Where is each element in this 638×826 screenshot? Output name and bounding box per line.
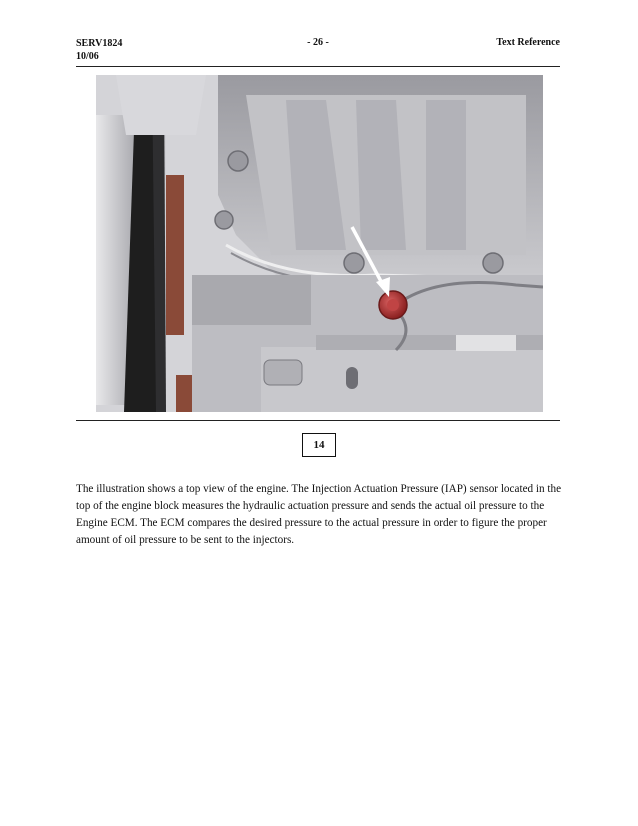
page-header xyxy=(76,37,560,67)
document-code: SERV1824 xyxy=(76,38,123,49)
section-label: Text Reference xyxy=(496,37,560,48)
figure-number: 14 xyxy=(302,433,336,457)
document-date: 10/06 xyxy=(76,51,99,62)
body-paragraph: The illustration shows a top view of the engine. The Injection Actuation Pressure (IAP) sensor located in the top of the engine block measures the hydraulic actuation pressure and sends the actual oil pressure to the Engine ECM. The ECM compares the desired pressure to the actual pressure in order to figure the proper amount of oil pressure to be sent to the injectors. xyxy=(76,483,562,546)
figure-rule xyxy=(76,420,560,421)
page-number: - 26 - xyxy=(307,37,329,48)
header-rule xyxy=(76,66,560,67)
engine-illustration xyxy=(96,75,543,412)
engine-top-view-image xyxy=(96,75,543,412)
